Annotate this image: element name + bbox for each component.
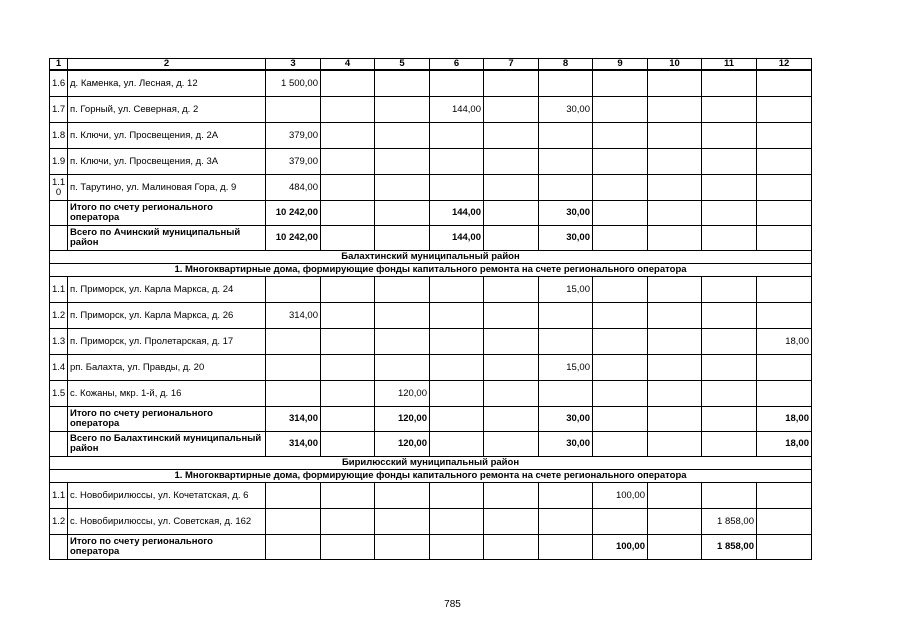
value-cell (757, 175, 812, 201)
address-cell: п. Приморск, ул. Карла Маркса, д. 24 (68, 277, 266, 303)
section-header-row (50, 470, 812, 483)
row-number-cell (50, 201, 68, 226)
value-cell (430, 483, 484, 509)
table-row (50, 70, 812, 97)
total-value-cell (484, 535, 539, 560)
value-cell (375, 97, 430, 123)
total-value-cell (321, 226, 375, 251)
section-header-row (50, 457, 812, 470)
row-number-cell: 1.1 (50, 483, 68, 509)
address-cell: с. Новобирилюссы, ул. Советская, д. 162 (68, 509, 266, 535)
row-number-cell: 1.1 0 (50, 175, 68, 201)
total-value-cell (593, 432, 648, 457)
value-cell (539, 483, 593, 509)
value-cell (484, 355, 539, 381)
column-header-row (50, 59, 812, 71)
value-cell (266, 97, 321, 123)
total-value-cell (757, 535, 812, 560)
value-cell (321, 355, 375, 381)
value-cell (266, 277, 321, 303)
value-cell (430, 277, 484, 303)
table-row (50, 303, 812, 329)
total-value-cell (648, 432, 702, 457)
page-number: 785 (444, 599, 461, 610)
value-cell: 120,00 (375, 381, 430, 407)
total-label: Итого по счету регионального оператора (68, 201, 266, 226)
value-cell (648, 97, 702, 123)
total-label: Всего по Ачинский муниципальный район (68, 226, 266, 251)
total-value-cell: 120,00 (375, 432, 430, 457)
column-header: 12 (757, 59, 812, 71)
total-label: Итого по счету регионального оператора (68, 535, 266, 560)
value-cell (375, 509, 430, 535)
total-value-cell: 10 242,00 (266, 226, 321, 251)
value-cell: 100,00 (593, 483, 648, 509)
value-cell (757, 381, 812, 407)
row-number-cell: 1.3 (50, 329, 68, 355)
value-cell (593, 381, 648, 407)
total-label: Всего по Балахтинский муниципальный район (68, 432, 266, 457)
value-cell (375, 355, 430, 381)
total-value-cell: 18,00 (757, 432, 812, 457)
value-cell (375, 70, 430, 97)
address-cell: п. Приморск, ул. Пролетарская, д. 17 (68, 329, 266, 355)
value-cell (539, 303, 593, 329)
value-cell (593, 329, 648, 355)
value-cell (484, 483, 539, 509)
column-header: 4 (321, 59, 375, 71)
column-header: 3 (266, 59, 321, 71)
value-cell (648, 509, 702, 535)
column-header: 5 (375, 59, 430, 71)
value-cell (375, 277, 430, 303)
total-value-cell (648, 226, 702, 251)
section-header-row (50, 264, 812, 277)
value-cell (539, 381, 593, 407)
total-row (50, 432, 812, 457)
total-value-cell (321, 432, 375, 457)
address-cell: п. Ключи, ул. Просвещения, д. 2А (68, 123, 266, 149)
value-cell (757, 483, 812, 509)
value-cell (702, 149, 757, 175)
value-cell (321, 381, 375, 407)
value-cell (593, 509, 648, 535)
total-value-cell (430, 535, 484, 560)
column-header: 6 (430, 59, 484, 71)
total-value-cell: 30,00 (539, 407, 593, 432)
value-cell (648, 303, 702, 329)
value-cell (484, 329, 539, 355)
value-cell (757, 509, 812, 535)
section-title: 1. Многоквартирные дома, формирующие фонды капитального ремонта на счете регионального оператора (50, 470, 812, 483)
column-header: 8 (539, 59, 593, 71)
total-value-cell (375, 226, 430, 251)
value-cell (321, 149, 375, 175)
column-header: 7 (484, 59, 539, 71)
value-cell (593, 355, 648, 381)
total-value-cell (539, 535, 593, 560)
value-cell (321, 303, 375, 329)
table-row (50, 123, 812, 149)
value-cell (484, 303, 539, 329)
value-cell (321, 277, 375, 303)
value-cell (702, 355, 757, 381)
value-cell: 1 500,00 (266, 70, 321, 97)
total-row (50, 535, 812, 560)
value-cell (702, 97, 757, 123)
column-header: 2 (68, 59, 266, 71)
row-number-cell: 1.7 (50, 97, 68, 123)
value-cell (430, 149, 484, 175)
value-cell (648, 483, 702, 509)
address-cell: п. Ключи, ул. Просвещения, д. 3А (68, 149, 266, 175)
value-cell (539, 509, 593, 535)
value-cell: 15,00 (539, 277, 593, 303)
table-row (50, 483, 812, 509)
total-value-cell (375, 201, 430, 226)
value-cell (266, 483, 321, 509)
total-value-cell: 120,00 (375, 407, 430, 432)
total-value-cell (266, 535, 321, 560)
table-row (50, 175, 812, 201)
value-cell (648, 381, 702, 407)
address-cell: рп. Балахта, ул. Правды, д. 20 (68, 355, 266, 381)
row-number-cell: 1.2 (50, 303, 68, 329)
total-value-cell (321, 535, 375, 560)
value-cell (702, 483, 757, 509)
value-cell (430, 381, 484, 407)
total-value-cell (484, 432, 539, 457)
table-row (50, 329, 812, 355)
value-cell (757, 70, 812, 97)
value-cell (648, 70, 702, 97)
value-cell (484, 277, 539, 303)
row-number-cell: 1.6 (50, 70, 68, 97)
value-cell (266, 381, 321, 407)
row-number-cell (50, 226, 68, 251)
value-cell (321, 509, 375, 535)
table-row (50, 509, 812, 535)
section-header-row (50, 251, 812, 264)
row-number-cell: 1.9 (50, 149, 68, 175)
value-cell (757, 97, 812, 123)
value-cell (375, 483, 430, 509)
row-number-cell: 1.4 (50, 355, 68, 381)
value-cell: 144,00 (430, 97, 484, 123)
value-cell: 15,00 (539, 355, 593, 381)
value-cell (266, 509, 321, 535)
address-cell: с. Новобирилюссы, ул. Кочетатская, д. 6 (68, 483, 266, 509)
value-cell (648, 355, 702, 381)
total-value-cell (702, 201, 757, 226)
total-value-cell (648, 535, 702, 560)
section-title: 1. Многоквартирные дома, формирующие фонды капитального ремонта на счете регионального оператора (50, 264, 812, 277)
address-cell: п. Тарутино, ул. Малиновая Гора, д. 9 (68, 175, 266, 201)
total-value-cell: 30,00 (539, 432, 593, 457)
value-cell (702, 277, 757, 303)
total-value-cell: 314,00 (266, 432, 321, 457)
value-cell (375, 303, 430, 329)
total-row (50, 201, 812, 226)
value-cell (484, 509, 539, 535)
value-cell (321, 97, 375, 123)
value-cell (266, 355, 321, 381)
value-cell (757, 149, 812, 175)
total-value-cell (321, 407, 375, 432)
value-cell (375, 149, 430, 175)
value-cell: 484,00 (266, 175, 321, 201)
value-cell (539, 149, 593, 175)
value-cell (593, 70, 648, 97)
address-cell: п. Горный, ул. Северная, д. 2 (68, 97, 266, 123)
row-number-cell (50, 432, 68, 457)
total-value-cell (702, 407, 757, 432)
value-cell (375, 175, 430, 201)
total-label: Итого по счету регионального оператора (68, 407, 266, 432)
value-cell (702, 303, 757, 329)
row-number-cell: 1.8 (50, 123, 68, 149)
value-cell (593, 97, 648, 123)
total-value-cell (484, 407, 539, 432)
value-cell (593, 123, 648, 149)
total-value-cell: 1 858,00 (702, 535, 757, 560)
total-value-cell: 144,00 (430, 201, 484, 226)
total-value-cell (321, 201, 375, 226)
value-cell: 314,00 (266, 303, 321, 329)
value-cell (430, 123, 484, 149)
total-value-cell (593, 226, 648, 251)
total-value-cell (648, 201, 702, 226)
value-cell (648, 175, 702, 201)
value-cell (321, 483, 375, 509)
total-row (50, 407, 812, 432)
value-cell (375, 329, 430, 355)
total-value-cell (593, 407, 648, 432)
total-value-cell: 10 242,00 (266, 201, 321, 226)
value-cell (539, 329, 593, 355)
table-row (50, 149, 812, 175)
row-number-cell: 1.2 (50, 509, 68, 535)
table-body (50, 59, 812, 560)
total-value-cell (757, 201, 812, 226)
value-cell (484, 123, 539, 149)
value-cell (484, 97, 539, 123)
total-value-cell: 18,00 (757, 407, 812, 432)
value-cell (593, 303, 648, 329)
column-header: 9 (593, 59, 648, 71)
value-cell (430, 175, 484, 201)
total-value-cell (484, 226, 539, 251)
value-cell: 30,00 (539, 97, 593, 123)
total-value-cell: 100,00 (593, 535, 648, 560)
value-cell (648, 149, 702, 175)
value-cell (266, 329, 321, 355)
total-value-cell (375, 535, 430, 560)
table-row (50, 277, 812, 303)
value-cell (484, 70, 539, 97)
value-cell (321, 329, 375, 355)
total-value-cell (593, 201, 648, 226)
row-number-cell: 1.5 (50, 381, 68, 407)
address-cell: п. Приморск, ул. Карла Маркса, д. 26 (68, 303, 266, 329)
value-cell (702, 70, 757, 97)
value-cell (593, 149, 648, 175)
total-value-cell (648, 407, 702, 432)
section-title: Бирилюсский муниципальный район (50, 457, 812, 470)
value-cell (321, 175, 375, 201)
value-cell (539, 70, 593, 97)
row-number-cell (50, 407, 68, 432)
value-cell (757, 277, 812, 303)
value-cell (430, 70, 484, 97)
value-cell (593, 175, 648, 201)
value-cell (757, 303, 812, 329)
row-number-cell (50, 535, 68, 560)
value-cell (375, 123, 430, 149)
capital-repair-table (49, 58, 812, 560)
table-row (50, 97, 812, 123)
value-cell (430, 329, 484, 355)
total-value-cell: 144,00 (430, 226, 484, 251)
value-cell (430, 509, 484, 535)
value-cell (484, 175, 539, 201)
value-cell: 1 858,00 (702, 509, 757, 535)
value-cell (484, 149, 539, 175)
address-cell: с. Кожаны, мкр. 1-й, д. 16 (68, 381, 266, 407)
value-cell (702, 123, 757, 149)
value-cell (321, 70, 375, 97)
total-value-cell (484, 201, 539, 226)
value-cell (648, 277, 702, 303)
total-value-cell: 30,00 (539, 226, 593, 251)
total-value-cell (757, 226, 812, 251)
total-value-cell (430, 432, 484, 457)
value-cell (430, 355, 484, 381)
value-cell: 379,00 (266, 149, 321, 175)
value-cell (702, 175, 757, 201)
value-cell (648, 329, 702, 355)
address-cell: д. Каменка, ул. Лесная, д. 12 (68, 70, 266, 97)
value-cell (757, 355, 812, 381)
value-cell (593, 277, 648, 303)
value-cell: 18,00 (757, 329, 812, 355)
column-header: 1 (50, 59, 68, 71)
value-cell (539, 123, 593, 149)
value-cell (648, 123, 702, 149)
value-cell (539, 175, 593, 201)
table-row (50, 355, 812, 381)
value-cell (321, 123, 375, 149)
total-row (50, 226, 812, 251)
total-value-cell (430, 407, 484, 432)
column-header: 10 (648, 59, 702, 71)
value-cell (430, 303, 484, 329)
value-cell: 379,00 (266, 123, 321, 149)
value-cell (702, 329, 757, 355)
total-value-cell (702, 432, 757, 457)
column-header: 11 (702, 59, 757, 71)
value-cell (484, 381, 539, 407)
table-row (50, 381, 812, 407)
value-cell (757, 123, 812, 149)
value-cell (702, 381, 757, 407)
total-value-cell (702, 226, 757, 251)
total-value-cell: 314,00 (266, 407, 321, 432)
section-title: Балахтинский муниципальный район (50, 251, 812, 264)
row-number-cell: 1.1 (50, 277, 68, 303)
total-value-cell: 30,00 (539, 201, 593, 226)
